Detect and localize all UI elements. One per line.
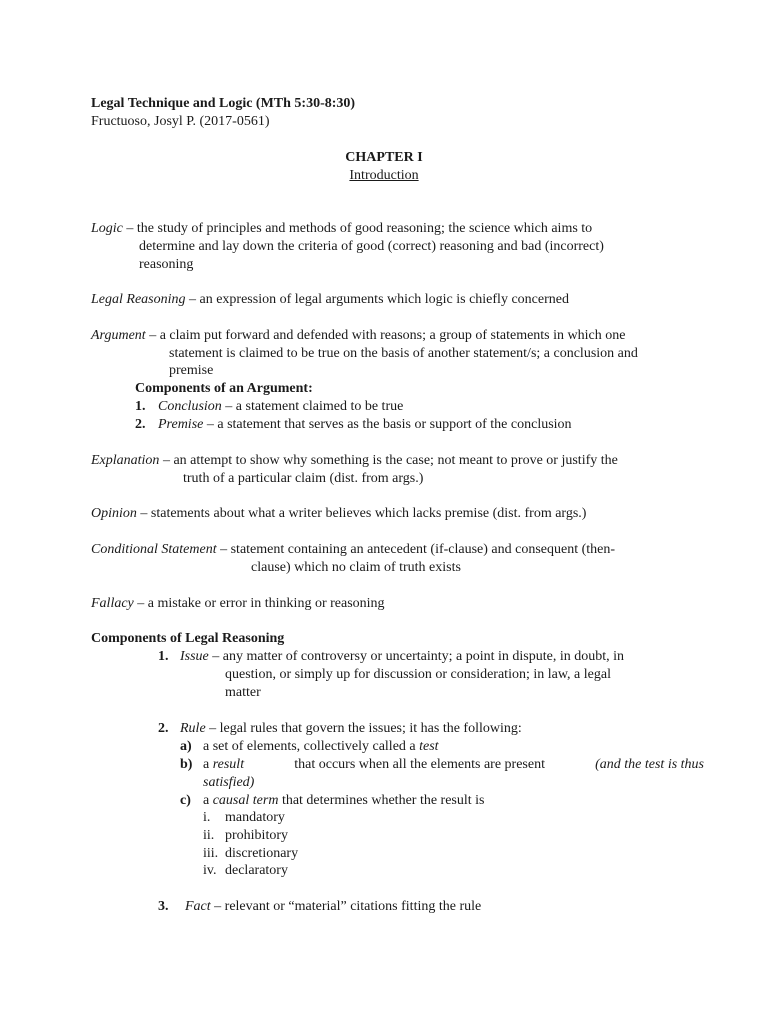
rule-a-em: test (419, 739, 439, 754)
term-conclusion: Conclusion (158, 399, 222, 414)
sub-i-number: i. (203, 810, 211, 825)
rule-a-label: a) (180, 739, 192, 754)
rule-b-line1 (203, 756, 704, 774)
fallacy-line1: – a mistake or error in thinking or reasoning (133, 596, 385, 611)
logic-line1: – the study of principles and methods of good reasoning; the science which aims to (122, 221, 593, 236)
logic-line2: determine and lay down the criteria of good (correct) reasoning and bad (incorrect) (139, 239, 604, 254)
rule-c-post: that determines whether the result is (278, 793, 485, 808)
course-title: Legal Technique and Logic (MTh 5:30-8:30) (91, 96, 356, 111)
rule-b-part1 (203, 756, 244, 774)
definition-argument (91, 327, 625, 345)
argument-line1: – a claim put forward and defended with reasons; a group of statements in which one (145, 328, 626, 343)
sub-iii-number: iii. (203, 846, 219, 861)
definition-logic (91, 220, 592, 238)
argument-component-2-number: 2. (135, 417, 146, 432)
component-issue (180, 648, 624, 666)
chapter-subtitle-text: Introduction (349, 168, 419, 183)
term-explanation: Explanation (91, 453, 160, 468)
argument-components-heading: Components of an Argument: (135, 381, 313, 396)
rule-b-pre: a (203, 757, 213, 772)
term-conditional: Conditional Statement (91, 542, 217, 557)
issue-line3: matter (225, 685, 261, 700)
rule-b-em1: result (212, 757, 245, 772)
sub-ii-text: prohibitory (225, 828, 288, 843)
student-name: Fructuoso, Josyl P. (2017-0561) (91, 114, 270, 129)
term-issue: Issue (180, 649, 209, 664)
explanation-line1: – an attempt to show why something is the case; not meant to prove or justify the (159, 453, 618, 468)
rule-c-em: causal term (212, 793, 279, 808)
rule-c (203, 792, 485, 810)
explanation-line2: truth of a particular claim (dist. from args.) (183, 471, 424, 486)
conclusion-text: – a statement claimed to be true (221, 399, 404, 414)
sub-iii-text: discretionary (225, 846, 299, 861)
legal-reasoning-line1: – an expression of legal arguments which logic is chiefly concerned (185, 292, 569, 307)
argument-line2: statement is claimed to be true on the basis of another statement/s; a conclusion and (169, 346, 638, 361)
argument-component-2 (158, 416, 572, 434)
rule-a-text: a set of elements, collectively called a (203, 739, 420, 754)
rule-number: 2. (158, 721, 169, 736)
rule-b-em2a: (and the test is thus (595, 757, 704, 772)
rule-c-pre: a (203, 793, 213, 808)
premise-text: – a statement that serves as the basis or support of the conclusion (203, 417, 572, 432)
term-opinion: Opinion (91, 506, 137, 521)
term-fact: Fact (185, 899, 211, 914)
term-fallacy: Fallacy (91, 596, 134, 611)
argument-component-1-number: 1. (135, 399, 146, 414)
sub-iv-number: iv. (203, 863, 217, 878)
definition-fallacy (91, 595, 385, 613)
issue-number: 1. (158, 649, 169, 664)
conditional-line2: clause) which no claim of truth exists (251, 560, 461, 575)
definition-opinion (91, 505, 586, 523)
term-logic: Logic (91, 221, 123, 236)
rule-b-label: b) (180, 757, 193, 772)
fact-number: 3. (158, 899, 169, 914)
rule-line1: – legal rules that govern the issues; it has the following: (205, 721, 522, 736)
definition-explanation (91, 452, 618, 470)
rule-b-em2b: satisfied) (203, 775, 255, 790)
definition-conditional (91, 541, 615, 559)
opinion-line1: – statements about what a writer believes which lacks premise (dist. from args.) (136, 506, 587, 521)
sub-iv-text: declaratory (225, 863, 288, 878)
sub-i-text: mandatory (225, 810, 285, 825)
sub-ii-number: ii. (203, 828, 215, 843)
rule-b-mid: that occurs when all the elements are present (294, 757, 545, 772)
chapter-subtitle (0, 167, 768, 185)
issue-line2: question, or simply up for discussion or consideration; in law, a legal (225, 667, 611, 682)
term-rule: Rule (180, 721, 206, 736)
fact-line1: – relevant or “material” citations fitting the rule (210, 899, 482, 914)
chapter-title: CHAPTER I (345, 150, 423, 165)
argument-component-1 (158, 398, 403, 416)
component-fact (185, 898, 481, 916)
term-premise: Premise (158, 417, 204, 432)
rule-c-label: c) (180, 793, 191, 808)
issue-line1: – any matter of controversy or uncertainty; a point in dispute, in doubt, in (208, 649, 625, 664)
logic-line3: reasoning (139, 257, 194, 272)
term-argument: Argument (91, 328, 146, 343)
definition-legal-reasoning (91, 291, 569, 309)
legal-reasoning-components-heading: Components of Legal Reasoning (91, 631, 285, 646)
conditional-line1: – statement containing an antecedent (if-clause) and consequent (then- (216, 542, 616, 557)
term-legal-reasoning: Legal Reasoning (91, 292, 186, 307)
argument-line3: premise (169, 363, 214, 378)
component-rule (180, 720, 522, 738)
rule-a (203, 738, 439, 756)
